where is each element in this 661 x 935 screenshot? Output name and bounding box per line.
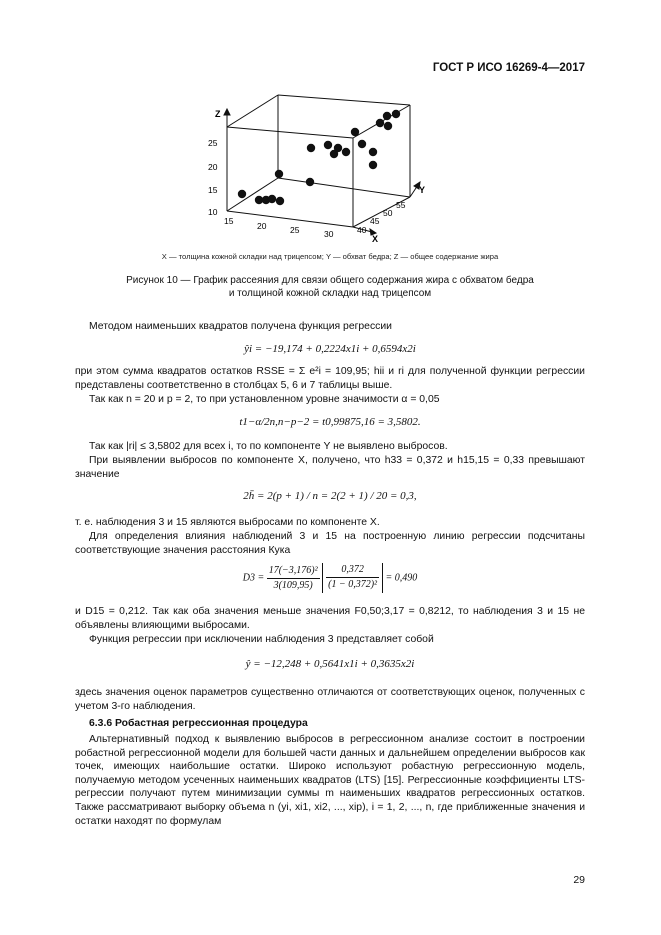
paragraph: при этом сумма квадратов остатков RSSE = Σ e²i = 109,95; hii и ri для полученной функции регрессии представлены соответственно в столбцах 5, 6 и 7 таблицы выше.: [75, 366, 585, 391]
paragraph: Альтернативный подход к выявлению выбросов в регрессионном анализе состоит в построении робастной регрессионной модели для большей части данных и дальнейшем определении выбросов как точек, имеющих наибольшие остатки. Широко используют робастную регрессионную модель, получаемую методом усеченных наименьших квадратов (LTS) [15]. Регрессионные коэффициенты LTS-регрессии получают путем минимизации суммы m наименьших квадратов регрессионных остатков. Также рассматривают выборку объема n (yi, xi1, xi2, ..., xip), i = 1, 2, ..., n, где приближенные значения и остатки находят по формулам: [75, 734, 585, 827]
z-tick: 10: [208, 207, 218, 217]
data-point: [268, 195, 276, 203]
figure-caption-line-2: и толщиной кожной складки над трицепсом: [228, 288, 432, 299]
y-tick: 40: [357, 225, 367, 235]
z-tick: 20: [208, 162, 218, 172]
data-point: [238, 190, 246, 198]
equation: ŷ = −12,248 + 0,5641x1i + 0,3635x2i: [245, 658, 415, 670]
bracket: [322, 563, 383, 593]
z-tick: 15: [208, 185, 218, 195]
eq-lhs: D3 =: [242, 572, 265, 584]
y-tick: 45: [370, 216, 380, 226]
y-tick: 55: [396, 200, 406, 210]
paragraph: т. е. наблюдения 3 и 15 являются выбросами по компоненте X.: [75, 517, 380, 528]
axis-y-label: Y: [419, 185, 426, 195]
paragraph: Методом наименьших квадратов получена функция регрессии: [89, 321, 392, 332]
data-point: [384, 122, 392, 130]
data-point: [376, 119, 384, 127]
page-number: 29: [573, 874, 585, 886]
fraction-1-num: 17(−3,176)²: [267, 564, 320, 579]
data-point: [275, 170, 283, 178]
equation: 2h̄ = 2(p + 1) / n = 2(2 + 1) / 20 = 0,3,: [243, 490, 417, 502]
data-point: [369, 161, 377, 169]
paragraph: Функция регрессии при исключении наблюдения 3 представляет собой: [89, 634, 434, 645]
fraction-2: [326, 563, 379, 591]
data-point: [358, 140, 366, 148]
eq-rhs: = 0,490: [385, 572, 418, 584]
fraction-2-num: 0,372: [326, 563, 379, 578]
z-tick: 25: [208, 138, 218, 148]
y-tick: 50: [383, 208, 393, 218]
x-tick: 20: [257, 221, 267, 231]
data-point: [307, 144, 315, 152]
section-heading: 6.3.6 Робастная регрессионная процедура: [89, 718, 308, 729]
data-point: [383, 112, 391, 120]
paragraph: При выявлении выбросов по компоненте X, получено, что h33 = 0,372 и h15,15 = 0,33 превышают значение: [75, 455, 585, 480]
paragraph: Так как n = 20 и p = 2, то при установленном уровне значимости α = 0,05: [89, 394, 440, 405]
paragraph: и D15 = 0,212. Так как оба значения меньше значения F0,50;3,17 = 0,8212, то наблюдения 3 и 15 не объявлены влияющими выбросами.: [75, 606, 585, 631]
paragraph: здесь значения оценок параметров существенно отличаются от соответствующих оценок, полученных с учетом 3-го наблюдения.: [75, 687, 585, 712]
cooks-distance-equation: [75, 563, 585, 593]
equation: ŷi = −19,174 + 0,2224x1i + 0,6594x2i: [244, 343, 416, 355]
scatter-plot-3d: [200, 90, 440, 250]
figure-legend: X — толщина кожной складки над трицепсом; Y — обхват бедра; Z — общее содержание жира: [161, 252, 499, 261]
data-point: [276, 197, 284, 205]
equation: t1−α/2n,n−p−2 = t0,99875,16 = 3,5802.: [239, 416, 421, 428]
paragraph: Так как |ri| ≤ 3,5802 для всех i, то по компоненте Y не выявлено выбросов.: [89, 441, 448, 452]
fraction-1: [267, 564, 320, 592]
data-point: [369, 148, 377, 156]
x-tick: 25: [290, 225, 300, 235]
data-point: [324, 141, 332, 149]
x-tick: 30: [324, 229, 334, 239]
axis-x-label: X: [372, 234, 379, 244]
fraction-2-den: (1 − 0,372)²: [328, 578, 378, 590]
figure-caption-line-1: Рисунок 10 — График рассеяния для связи общего содержания жира с обхватом бедра: [126, 275, 534, 286]
x-tick: 15: [224, 216, 234, 226]
data-point: [334, 144, 342, 152]
data-point: [342, 148, 350, 156]
document-header: ГОСТ Р ИСО 16269-4—2017: [432, 62, 585, 74]
fraction-1-den: 3(109,95): [273, 579, 313, 591]
axis-z-label: Z: [215, 109, 221, 119]
data-point: [392, 110, 400, 118]
data-point: [351, 128, 359, 136]
data-point: [306, 178, 314, 186]
paragraph: Для определения влияния наблюдений 3 и 15 на построенную линию регрессии подсчитаны соответствующие значения расстояния Кука: [75, 531, 585, 556]
